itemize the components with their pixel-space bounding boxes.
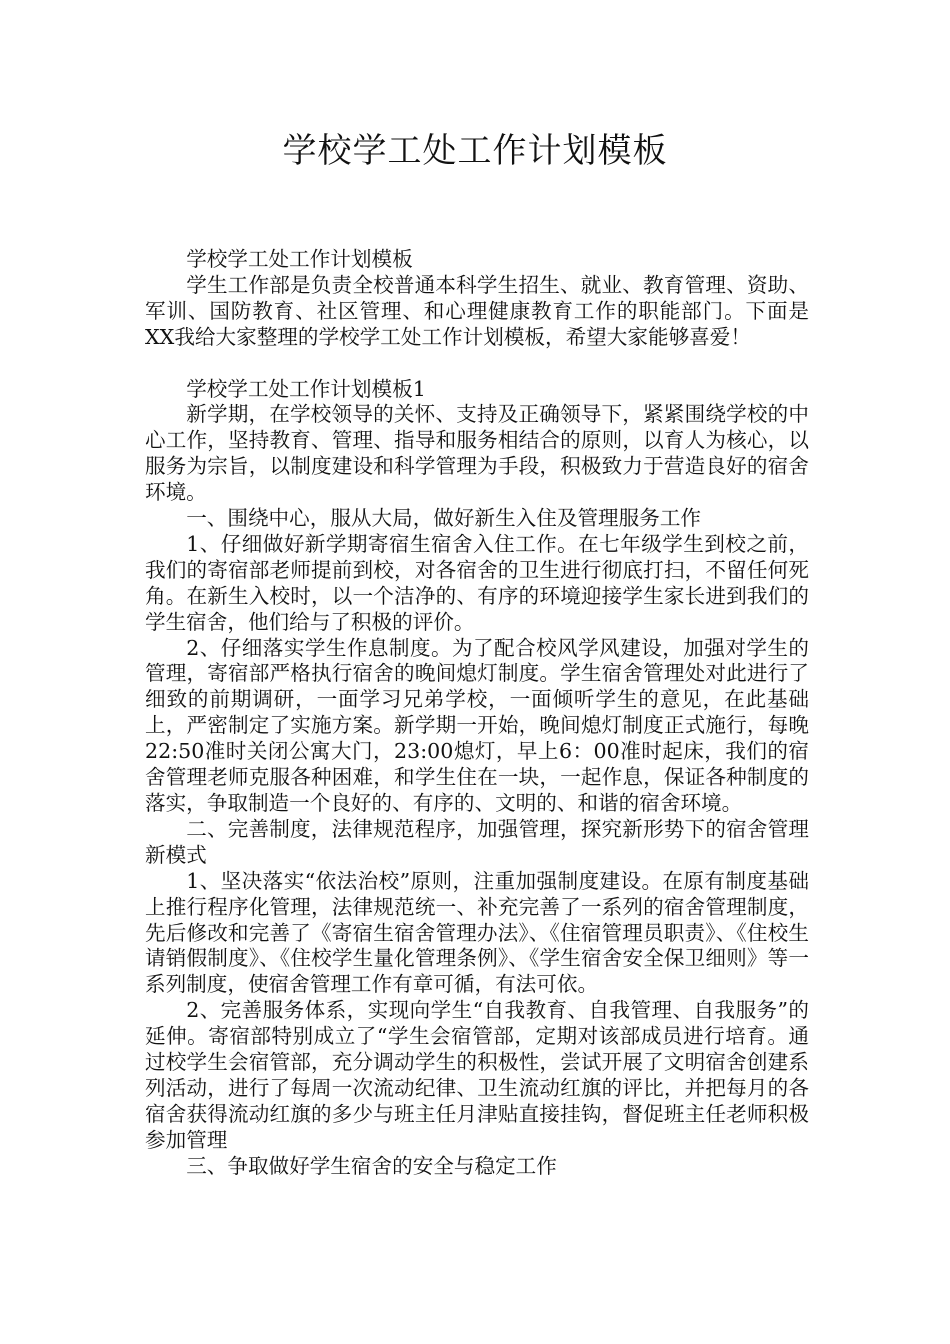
section-heading: 学校学工处工作计划模板1 bbox=[186, 376, 426, 401]
document-body bbox=[145, 247, 809, 1180]
document-title: 学校学工处工作计划模板 bbox=[282, 131, 668, 171]
section-heading: 三、争取做好学生宿舍的安全与稳定工作 bbox=[186, 1153, 557, 1178]
body-paragraph: 1、坚决落实“依法治校”原则，注重加强制度建设。在原有制度基础上推行程序化管理，法律规范统一、补充完善了一系列的宿舍管理制度，先后修改和完善了《寄宿生宿舍管理办法》、《住宿管理员职责》、《住校生请销假制度》、《住校学生量化管理条例》、《学生宿舍安全保卫细则》等一系列制度，使宿舍管理工作有章可循，有法可依。 bbox=[145, 868, 809, 997]
subtitle-paragraph: 学校学工处工作计划模板 bbox=[186, 247, 413, 271]
section-heading: 一、围绕中心，服从大局，做好新生入住及管理服务工作 bbox=[186, 506, 702, 531]
section-heading: 二、完善制度，法律规范程序，加强管理，探究新形势下的宿舍管理新模式 bbox=[145, 816, 809, 867]
body-paragraph: 1、仔细做好新学期寄宿生宿舍入住工作。在七年级学生到校之前，我们的寄宿部老师提前到校，对各宿舍的卫生进行彻底打扫，不留任何死角。在新生入校时，以一个洁净的、有序的环境迎接学生家长进到我们的学生宿舍，他们给与了积极的评价。 bbox=[145, 531, 809, 634]
body-paragraph: 新学期，在学校领导的关怀、支持及正确领导下，紧紧围绕学校的中心工作，坚持教育、管理、指导和服务相结合的原则，以育人为核心，以服务为宗旨，以制度建设和科学管理为手段，积极致力于营造良好的宿舍环境。 bbox=[145, 402, 809, 505]
body-paragraph: 2、完善服务体系，实现向学生“自我教育、自我管理、自我服务”的延伸。寄宿部特别成立了“学生会宿管部，定期对该部成员进行培育。通过校学生会宿管部，充分调动学生的积极性，尝试开展了文明宿舍创建系列活动，进行了每周一次流动纪律、卫生流动红旗的评比，并把每月的各宿舍获得流动红旗的多少与班主任月津贴直接挂钩，督促班主任老师积极参加管理 bbox=[145, 998, 809, 1152]
intro-paragraph: 学生工作部是负责全校普通本科学生招生、就业、教育管理、资助、军训、国防教育、社区管理、和心理健康教育工作的职能部门。下面是XX我给大家整理的学校学工处工作计划模板，希望大家能够喜爱！ bbox=[145, 272, 809, 349]
body-paragraph: 2、仔细落实学生作息制度。为了配合校风学风建设，加强对学生的管理，寄宿部严格执行宿舍的晚间熄灯制度。学生宿舍管理处对此进行了细致的前期调研，一面学习兄弟学校，一面倾听学生的意见，在此基础上，严密制定了实施方案。新学期一开始，晚间熄灯制度正式施行，每晚22:50准时关闭公寓大门，23:00熄灯，早上6：00准时起床，我们的宿舍管理老师克服各种困难，和学生住在一块，一起作息，保证各种制度的落实，争取制造一个良好的、有序的、文明的、和谐的宿舍环境。 bbox=[145, 635, 809, 816]
